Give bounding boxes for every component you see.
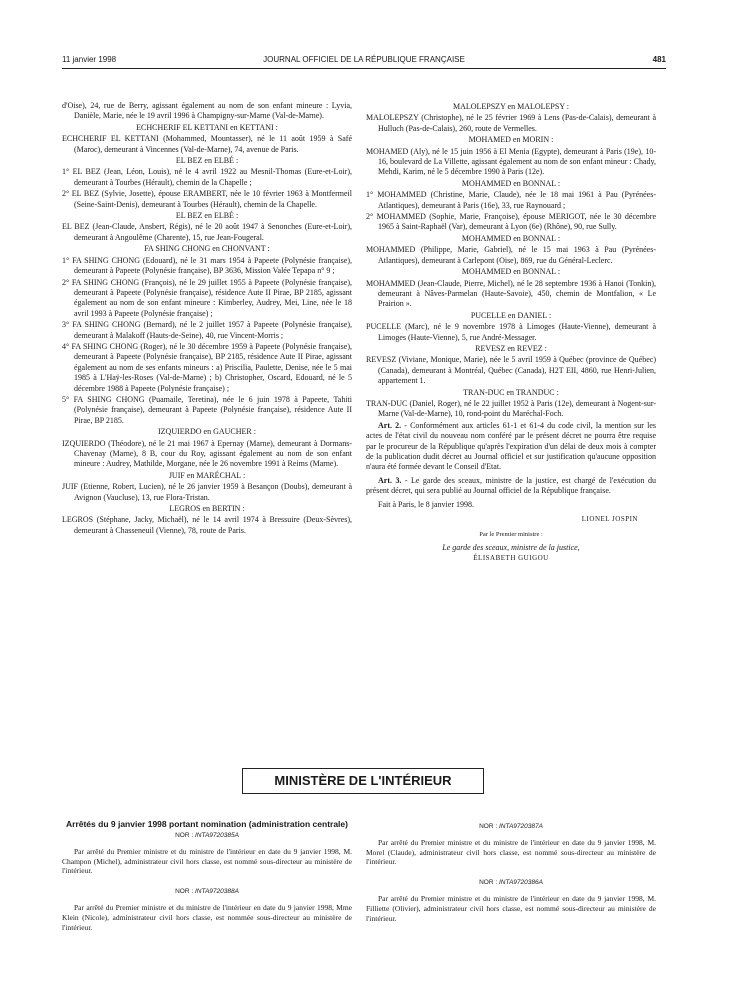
nor-reference [366,822,656,832]
page-number: 481 [652,55,666,64]
nor-label: NOR : [479,879,498,887]
nor-reference [62,887,352,897]
header-divider [62,68,666,69]
decree-entry: TRAN-DUC (Daniel, Roger), né le 22 juillet 1952 à Paris (12e), demeurant à Nogent-sur-Marne (Val-de-Marne), 10, rond-point du Maréchal-Foch. [366,398,656,419]
nor-reference [366,878,656,888]
name-change-heading: MOHAMMED en BONNAL : [461,178,561,188]
prime-minister-signature: LIONEL JOSPIN [581,515,638,524]
arretes-left-column [62,820,352,943]
ministry-heading: MINISTÈRE DE L'INTÉRIEUR [242,768,484,794]
nor-code: INTA9720387A [498,823,543,830]
decree-entry: MOHAMMED (Jean-Claude, Pierre, Michel), né le 28 septembre 1936 à Hanoi (Tonkin), demeurant à Nâves-Parmelan (Haute-Savoie), 450, chemin de Montfalion, « Le Prairion ». [366,278,656,309]
decree-entry: 4° FA SHING CHONG (Roger), né le 30 décembre 1959 à Papeete (Polynésie française), demeurant à Papeete (Polynésie française), BP 2185, résidence Aute II Pirae, agissant également au nom de ses enfants mineurs : a) Priscilia, Paulette, Denise, née le 5 mai 1985 à L'Haÿ-les-Roses (Val-de-Marne) ; b) Christopher, Oscard, Edouard, né le 5 décembre 1988 à Papeete (Polynésie française) ; [62,341,352,393]
nor-code: INTA9720388A [194,888,239,896]
name-change-heading: EL BEZ en ELBÉ : [175,156,239,166]
name-change-heading: MOHAMED en MORIN : [468,135,554,145]
arretes-right-column [366,820,656,934]
left-column [62,101,352,537]
decree-entry: REVESZ (Viviane, Monique, Marie), née le 5 avril 1959 à Québec (province de Québec) (Canada), demeurant à Montréal, Québec (Canada), H2T EII, 4860, rue Henri-Julien, appartement 1. [366,355,656,386]
name-change-heading: REVESZ en REVEZ : [475,343,547,353]
decree-entry: 3° FA SHING CHONG (Bernard), né le 2 juillet 1957 à Papeete (Polynésie française), demeurant à Malakoff (Hauts-de-Seine), 40, rue Vincent-Morris ; [62,320,352,340]
article-text: - Conformément aux articles 61-1 et 61-4 du code civil, la mention sur les actes de l'état civil du nouveau nom conféré par le présent décret ne pourra être requise par le procureur de la République qu'après l'expiration d'un délai de deux mois à compter de la publication dudit décret au Journal officiel et sur justification qu'aucune opposition n'aura été formée devant le Conseil d'Etat. [366,420,656,472]
name-change-heading: MOHAMMED en BONNAL : [461,233,561,243]
decree-entry: IZQUIERDO (Théodore), né le 21 mai 1967 à Epernay (Marne), demeurant à Dormans-Chavenay (Marne), 8 B, cour du Roy, agissant également au nom de son enfant mineure : Audrey, Mathilde, Morgane, née le 26 novembre 1991 à Reims (Marne). [62,438,352,469]
article-label: Art. 3. [378,475,402,485]
nor-code: INTA9720386A [498,879,543,887]
nor-label: NOR : [175,832,194,839]
decree-entry: JUIF (Etienne, Robert, Lucien), né le 26 janvier 1959 à Besançon (Doubs), demeurant à Avignon (Vaucluse), 13, rue Flora-Tristan. [62,482,352,502]
arrete-paragraph: Par arrêté du Premier ministre et du ministre de l'intérieur en date du 9 janvier 1998, M. Morel (Claude), administrateur civil hors classe, est nommé sous-directeur au ministère de l'intérieur. [366,837,656,867]
decree-entry: PUCELLE (Marc), né le 9 novembre 1978 à Limoges (Haute-Vienne), demeurant à Limoges (Haute-Vienne), 5, rue André-Messager. [366,322,656,342]
name-change-heading: MOHAMMED en BONNAL : [461,267,561,277]
name-change-heading: IZQUIERDO en GAUCHER : [158,427,256,437]
decree-entry: d'Oise), 24, rue de Berry, agissant également au nom de son enfant mineure : Lyvia, Danièle, Marie, née le 19 avril 1996 à Champigny-sur-Marne (Val-de-Marne). [62,101,352,121]
article-3 [366,476,656,497]
name-change-heading: JUIF en MARÉCHAL : [168,470,246,480]
name-change-heading: ECHCHERIF EL KETTANI en KETTANI : [136,122,278,132]
right-column [366,101,656,564]
page-header [62,53,666,67]
nor-label: NOR : [479,823,498,830]
decree-entry: MOHAMED (Aly), né le 15 juin 1956 à El Menia (Egypte), demeurant à Paris (19e), 10-16, boulevard de La Villette, agissant également au nom de son enfant mineur : Chady, Mehdi, Karim, né le 5 décembre 1990 à Paris (12e). [366,146,656,177]
decree-entry: MALOLEPSZY (Christophe), né le 25 février 1969 à Lens (Pas-de-Calais), demeurant à Hulluch (Pas-de-Calais), 260, route de Vermelles. [366,113,656,133]
article-text: - Le garde des sceaux, ministre de la justice, est chargé de l'exécution du présent décret, qui sera publié au Journal officiel de la République française. [366,475,656,496]
arrete-paragraph: Par arrêté du Premier ministre et du ministre de l'intérieur en date du 9 janvier 1998, M. Filliette (Olivier), administrateur civil hors classe, est nommé sous-directeur au ministère de l'intérieur. [366,893,656,923]
decree-entry: 1° EL BEZ (Jean, Léon, Louis), né le 4 avril 1922 au Mesnil-Thomas (Eure-et-Loir), demeurant à Tourbes (Hérault), chemin de la Chapelle ; [62,167,352,187]
header-date: 11 janvier 1998 [62,55,117,64]
arretes-title: Arrêtés du 9 janvier 1998 portant nomination (administration centrale) [66,819,348,829]
nor-code: INTA9720385A [194,832,239,839]
minister-signature: ÉLISABETH GUIGOU [473,554,549,563]
decree-entry: LEGROS (Stéphane, Jacky, Michaël), né le 14 avril 1974 à Bressuire (Deux-Sèvres), demeurant à Chasseneuil (Vienne), 78, route de Paris. [62,515,352,535]
article-2 [366,421,656,473]
minister-title: Le garde des sceaux, ministre de la justice, [442,542,580,552]
decree-entry: 2° MOHAMMED (Sophie, Marie, Françoise), épouse MERIGOT, née le 30 décembre 1965 à Saint-Raphaël (Var), demeurant à Lyon (6e) (Rhône), 90, rue Sully. [366,212,656,232]
decree-entry: ECHCHERIF EL KETTANI (Mohammed, Mountasser), né le 11 août 1959 à Safé (Maroc), demeurant à Vincennes (Val-de-Marne), 74, avenue de Paris. [62,134,352,154]
decree-entry: EL BEZ (Jean-Claude, Ansbert, Régis), né le 20 août 1947 à Senonches (Eure-et-Loir), demeurant à Angoulême (Charente), 15, rue Jean-Fougeral. [62,222,352,242]
name-change-heading: LEGROS en BERTIN : [169,504,245,514]
decree-entry: 5° FA SHING CHONG (Puamaile, Teretina), née le 6 juin 1978 à Papeete, Tahiti (Polynésie française), demeurant à Papeete (Polynésie française), résidence Aute II Pirae, BP 2185. [62,394,352,425]
nor-label: NOR : [175,888,194,896]
article-label: Art. 2. [378,420,402,430]
name-change-heading: FA SHING CHONG en CHONVANT : [144,244,270,254]
name-change-heading: MALOLEPSZY en MALOLEPSY : [452,102,570,111]
decree-entry: 1° MOHAMMED (Christine, Marie, Claude), née le 18 mai 1961 à Pau (Pyrénées-Atlantiques), demeurant à Paris (16e), 33, rue Raynouard ; [366,190,656,210]
decree-entry: 1° FA SHING CHONG (Edouard), né le 31 mars 1954 à Papeete (Polynésie française), demeurant à Papeete (Polynésie française), BP 3636, Mission Valée Tepapa n° 9 ; [62,255,352,276]
name-change-heading: EL BEZ en ELBÉ : [175,211,239,221]
decree-entry: MOHAMMED (Philippe, Marie, Gabriel), né le 15 mai 1963 à Pau (Pyrénées-Atlantiques), demeurant à Carlepont (Oise), 869, rue du Général-Leclerc. [366,245,656,265]
decree-entry: 2° FA SHING CHONG (François), né le 29 juillet 1955 à Papeete (Polynésie française), demeurant à Papeete (Polynésie française), résidence Aute II Pirae, BP 2185, agissant également au nom de son enfant mineure : Kimberley, Audrey, Mei, Line, née le 18 avril 1993 à Papeete (Polynésie française) ; [62,277,352,318]
journal-title: JOURNAL OFFICIEL DE LA RÉPUBLIQUE FRANÇAISE [263,55,465,64]
signing-place-date: Fait à Paris, le 8 janvier 1998. [378,499,474,509]
decree-entry: 2° EL BEZ (Sylvie, Josette), épouse ERAMBERT, née le 10 février 1963 à Montfermeil (Seine-Saint-Denis), demeurant à Tourbes (Hérault), chemin de la Chapelle. [62,189,352,209]
name-change-heading: TRAN-DUC en TRANDUC : [463,387,559,397]
name-change-heading: PUCELLE en DANIEL : [470,310,552,320]
arrete-paragraph: Par arrêté du Premier ministre et du ministre de l'intérieur en date du 9 janvier 1998, Mme Klein (Nicole), administrateur civil hors classe, est nommée sous-directeur au ministère de l'intérieur. [62,902,352,932]
arrete-paragraph: Par arrêté du Premier ministre et du ministre de l'intérieur en date du 9 janvier 1998, M. Champon (Michel), administrateur civil hors classe, est nommé sous-directeur au ministère de l'intérieur. [62,846,352,876]
nor-reference [62,831,352,841]
countersign-label: Par le Premier ministre : [479,531,543,539]
